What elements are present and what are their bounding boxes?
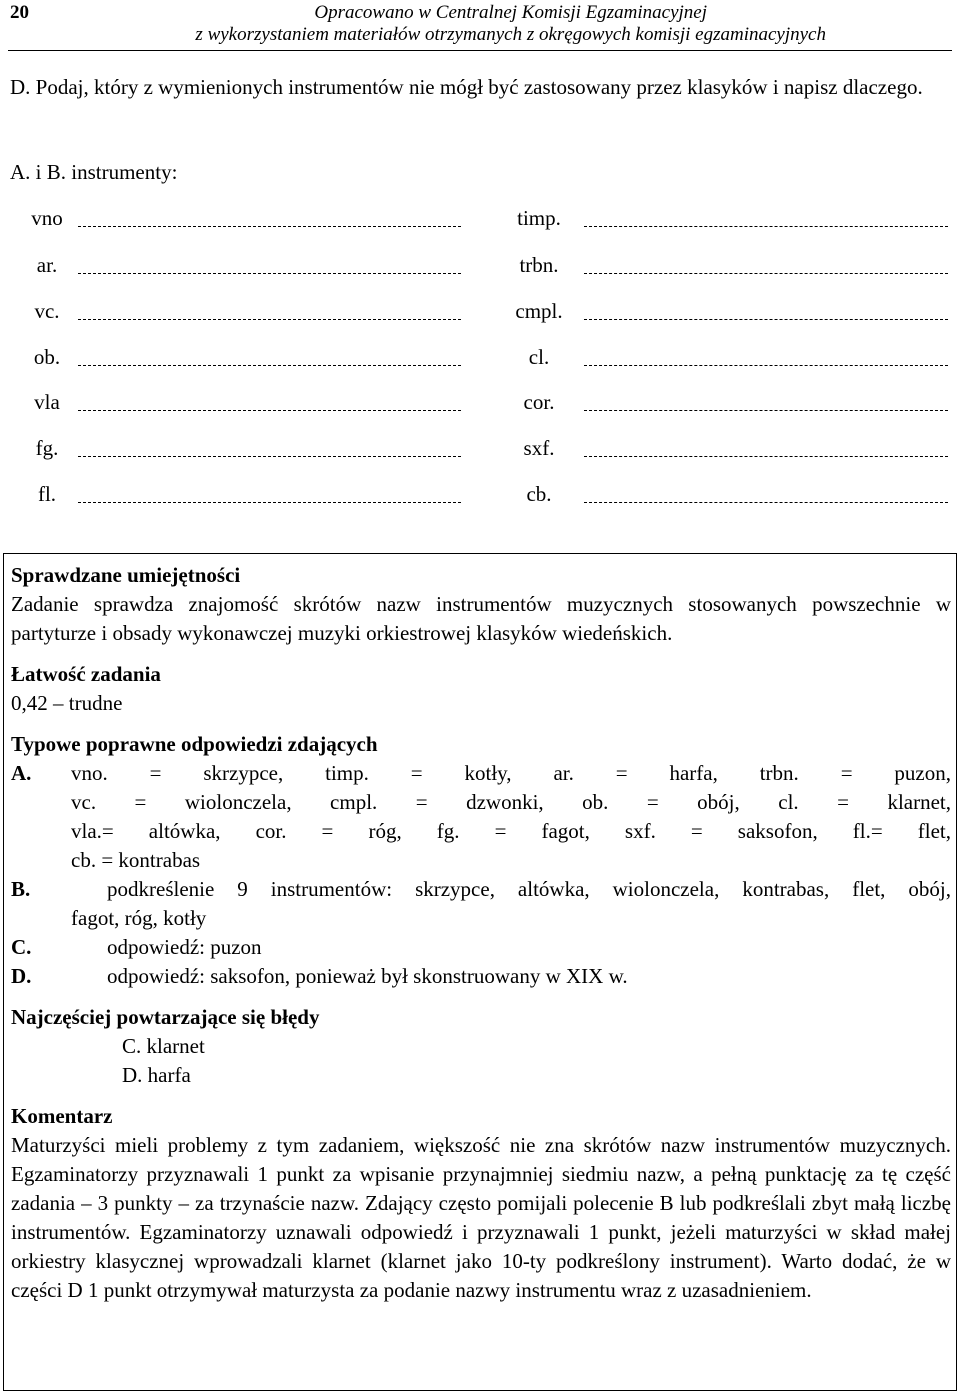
answer-blank-line[interactable] xyxy=(584,502,948,503)
header-divider xyxy=(8,50,952,51)
instrument-abbreviation: cmpl. xyxy=(515,299,563,323)
ease-heading: Łatwość zadania xyxy=(11,662,161,686)
answer-d-letter: D. xyxy=(11,964,32,988)
header-line-2: z wykorzystaniem materiałów otrzymanych z okręgowych komisji egzaminacyjnych xyxy=(195,24,826,45)
answer-blank-line[interactable] xyxy=(78,226,461,227)
error-item: D. harfa xyxy=(122,1063,191,1087)
instruments-label: A. i B. instrumenty: xyxy=(10,160,178,184)
answer-a xyxy=(11,759,951,788)
instrument-abbreviation: cl. xyxy=(528,345,550,369)
page-number: 20 xyxy=(10,2,29,23)
instrument-abbreviation: cb. xyxy=(526,482,552,506)
skills-text: Zadanie sprawdza znajomość skrótów nazw instrumentów muzycznych stosowanych powszechnie w partyturze i obsady wykonawczej muzyki orkiestrowej klasyków wiedeńskich. xyxy=(11,592,951,645)
instrument-abbreviation: fl. xyxy=(37,482,57,506)
comment-heading: Komentarz xyxy=(11,1104,113,1128)
answer-d-text: odpowiedź: saksofon, ponieważ był skonstruowany w XIX w. xyxy=(107,964,628,988)
answer-c-letter: C. xyxy=(11,935,32,959)
answer-b-text-cont: fagot, róg, kotły xyxy=(71,906,207,930)
answer-blank-line[interactable] xyxy=(584,273,948,274)
instrument-abbreviation: vla xyxy=(34,390,60,414)
instrument-abbreviation: trbn. xyxy=(519,253,559,277)
answer-blank-line[interactable] xyxy=(78,365,461,366)
answer-c xyxy=(11,933,951,962)
ease-value: 0,42 – trudne xyxy=(11,691,123,715)
instrument-abbreviation: ar. xyxy=(36,253,58,277)
instrument-abbreviation: cor. xyxy=(523,390,555,414)
answer-blank-line[interactable] xyxy=(78,456,461,457)
header-line-1: Opracowano w Centralnej Komisji Egzaminacyjnej xyxy=(314,2,708,23)
answer-a-line: vla.= altówka, cor. = róg, fg. = fagot, sxf. = saksofon, fl.= flet, xyxy=(71,819,951,843)
comment-text: Maturzyści mieli problemy z tym zadaniem, większość nie zna skrótów nazw instrumentów muzycznych. Egzaminatorzy przyznawali 1 punkt za wpisanie przynajmniej siedmiu nazw, a pełną punktację za tę część zadania – 3 punkty – za trzynaście nazw. Zdający często pomijali polecenie B lub podkreślali zbyt małą liczbę instrumentów. Egzaminatorzy uznawali odpowiedź i przyznawali 1 punkt, jeżeli maturzyści w skład małej orkiestry klasycznej wprowadzali klarnet (klarnet jako 10-ty podkreślony instrument). Warto dodać, że w części D 1 punkt otrzymywał maturzysta za podanie nazwy instrumentu wraz z uzasadnieniem. xyxy=(11,1133,951,1302)
answer-a-line: vc. = wiolonczela, cmpl. = dzwonki, ob. = obój, cl. = klarnet, xyxy=(71,790,951,814)
header-title xyxy=(195,2,826,46)
answers-heading: Typowe poprawne odpowiedzi zdających xyxy=(11,732,378,756)
answer-d xyxy=(11,962,951,991)
assessment-box xyxy=(3,553,957,1391)
answer-blank-line[interactable] xyxy=(584,456,948,457)
error-item: C. klarnet xyxy=(122,1034,205,1058)
answer-blank-line[interactable] xyxy=(584,365,948,366)
answer-blank-line[interactable] xyxy=(78,502,461,503)
answer-a-line: vno. = skrzypce, timp. = kotły, ar. = harfa, trbn. = puzon, xyxy=(71,761,951,785)
answer-c-text: odpowiedź: puzon xyxy=(107,935,262,959)
answer-blank-line[interactable] xyxy=(78,273,461,274)
answer-a-letter: A. xyxy=(11,761,32,785)
instrument-abbreviation: timp. xyxy=(517,206,561,230)
answer-a-line: cb. = kontrabas xyxy=(71,848,201,872)
answer-blank-line[interactable] xyxy=(584,319,948,320)
instrument-abbreviation: vc. xyxy=(34,299,60,323)
instrument-abbreviation: sxf. xyxy=(523,436,555,460)
answer-b xyxy=(11,875,951,933)
answer-b-text: podkreślenie 9 instrumentów: skrzypce, altówka, wiolonczela, kontrabas, flet, obój, xyxy=(107,877,951,901)
errors-heading: Najczęściej powtarzające się błędy xyxy=(11,1005,320,1029)
answer-blank-line[interactable] xyxy=(78,319,461,320)
answer-blank-line[interactable] xyxy=(584,226,948,227)
instrument-abbreviation: vno xyxy=(31,206,63,230)
skills-heading: Sprawdzane umiejętności xyxy=(11,563,241,587)
instrument-abbreviation: ob. xyxy=(33,345,61,369)
page-header xyxy=(0,0,960,50)
instrument-abbreviation: fg. xyxy=(35,436,59,460)
answer-blank-line[interactable] xyxy=(584,410,948,411)
answer-blank-line[interactable] xyxy=(78,410,461,411)
question-text: D. Podaj, który z wymienionych instrumentów nie mógł być zastosowany przez klasyków i napisz dlaczego. xyxy=(10,75,923,99)
answer-b-letter: B. xyxy=(11,877,31,901)
